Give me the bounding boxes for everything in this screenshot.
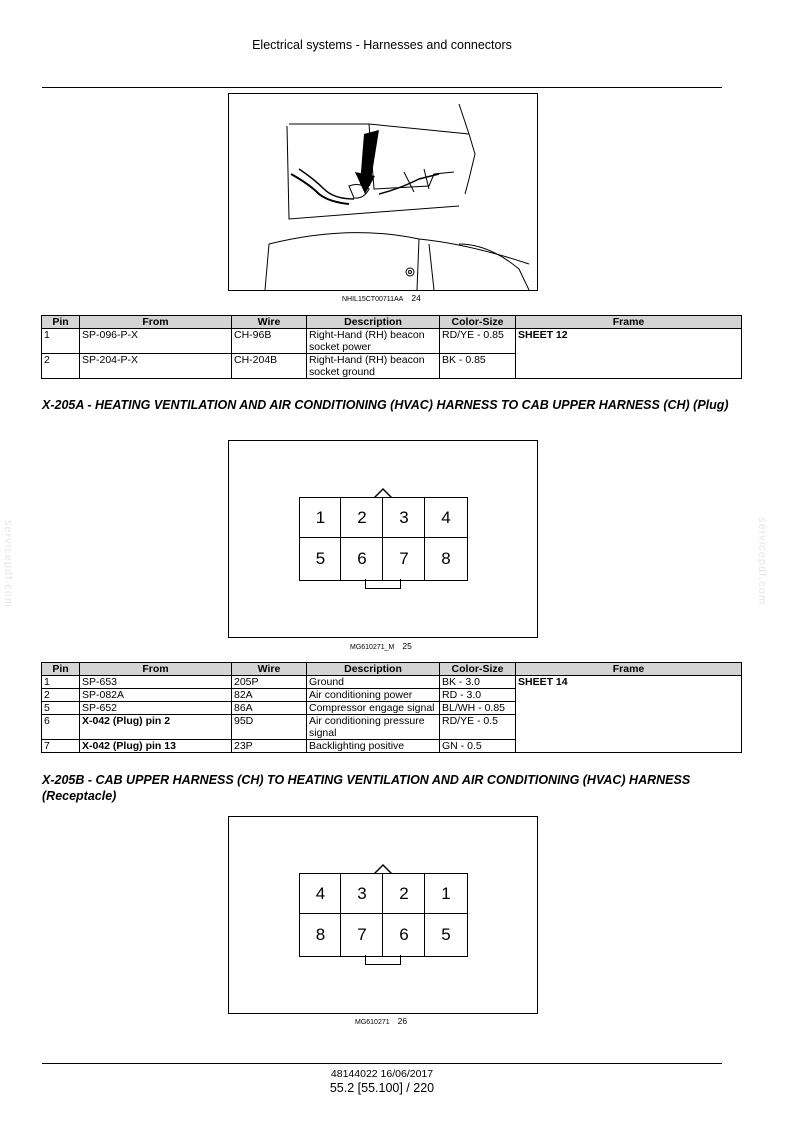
- section-title-x205b: X-205B - CAB UPPER HARNESS (CH) TO HEATING VENTILATION AND AIR CONDITIONING (HVAC) HARNESS (Receptacle): [42, 773, 691, 803]
- cell-description: Air conditioning pressure signal: [307, 715, 440, 740]
- col-pin: Pin: [42, 316, 80, 329]
- figure-26-code: MG610271: [355, 1019, 390, 1026]
- cell-color-size: RD/YE - 0.85: [440, 329, 516, 354]
- header-rule: [42, 87, 722, 88]
- cell-pin: 1: [42, 676, 80, 689]
- connector-a-pin: 3: [382, 497, 426, 539]
- figure-25-connector: [228, 440, 538, 638]
- cell-pin: 2: [42, 354, 80, 379]
- connector-a-pin: 4: [424, 497, 468, 539]
- cell-pin: 5: [42, 702, 80, 715]
- page-header-title: Electrical systems - Harnesses and connectors: [252, 38, 512, 52]
- col-frame: Frame: [516, 316, 742, 329]
- col-frame: Frame: [516, 663, 742, 676]
- col-wire: Wire: [232, 316, 307, 329]
- col-wire: Wire: [232, 663, 307, 676]
- cell-frame: SHEET 14: [516, 676, 742, 753]
- cell-from: SP-096-P-X: [80, 329, 232, 354]
- footer-rule: [42, 1063, 722, 1064]
- connector-a-pin: 6: [340, 537, 384, 581]
- section-title-x205a: X-205A - HEATING VENTILATION AND AIR CONDITIONING (HVAC) HARNESS TO CAB UPPER HARNESS (CH) (Plug): [42, 398, 729, 412]
- table-row: [42, 329, 742, 354]
- cell-pin: 2: [42, 689, 80, 702]
- figure-26-caption: [355, 1016, 407, 1026]
- figure-24-code: NHIL15CT00711AA: [342, 296, 404, 303]
- connector-b-key-inner: [376, 866, 390, 873]
- table-row: [42, 676, 742, 689]
- cell-description: Backlighting positive: [307, 740, 440, 753]
- connector-a-pin: 7: [382, 537, 426, 581]
- cell-wire: CH-204B: [232, 354, 307, 379]
- figure-24-illustration: [228, 93, 538, 291]
- figure-26-number: 26: [397, 1016, 408, 1026]
- connector-b-pin: 6: [382, 913, 426, 957]
- watermark-right: servicepdf.com: [755, 517, 768, 605]
- cell-color-size: RD/YE - 0.5: [440, 715, 516, 740]
- cell-pin: 1: [42, 329, 80, 354]
- cell-wire: CH-96B: [232, 329, 307, 354]
- figure-25-code: MG610271_M: [350, 644, 395, 651]
- connector-b-pin: 4: [299, 873, 342, 915]
- cell-wire: 205P: [232, 676, 307, 689]
- cell-pin: 6: [42, 715, 80, 740]
- pin-table-2: [41, 662, 742, 753]
- connector-b-pin: 7: [340, 913, 384, 957]
- cell-from: X-042 (Plug) pin 13: [80, 740, 232, 753]
- connector-a-pin: 2: [340, 497, 384, 539]
- table-header-row: [42, 316, 742, 329]
- cell-description: Air conditioning power: [307, 689, 440, 702]
- table-header-row: [42, 663, 742, 676]
- connector-b-pin: 5: [424, 913, 468, 957]
- cell-wire: 82A: [232, 689, 307, 702]
- connector-b-pin: 3: [340, 873, 384, 915]
- cell-from: SP-653: [80, 676, 232, 689]
- cell-color-size: BK - 3.0: [440, 676, 516, 689]
- connector-a-pin: 1: [299, 497, 342, 539]
- figure-25-number: 25: [402, 641, 412, 651]
- cell-color-size: GN - 0.5: [440, 740, 516, 753]
- col-description: Description: [307, 316, 440, 329]
- connector-a-pin: 5: [299, 537, 342, 581]
- figure-24-number: 24: [411, 293, 421, 303]
- connector-b-pin: 2: [382, 873, 426, 915]
- col-from: From: [80, 663, 232, 676]
- connector-b-pin: 1: [424, 873, 468, 915]
- cell-description: Compressor engage signal: [307, 702, 440, 715]
- cell-pin: 7: [42, 740, 80, 753]
- connector-a-pin: 8: [424, 537, 468, 581]
- cell-color-size: BL/WH - 0.85: [440, 702, 516, 715]
- cell-wire: 95D: [232, 715, 307, 740]
- col-color-size: Color-Size: [440, 663, 516, 676]
- col-description: Description: [307, 663, 440, 676]
- connector-a-key-inner: [376, 490, 390, 497]
- cell-wire: 86A: [232, 702, 307, 715]
- pin-table-1: [41, 315, 742, 379]
- cell-from: SP-652: [80, 702, 232, 715]
- figure-26-connector: [228, 816, 538, 1014]
- connector-b-pin: 8: [299, 913, 342, 957]
- cell-from: SP-204-P-X: [80, 354, 232, 379]
- beacon-socket-drawing: [229, 94, 537, 290]
- figure-24-caption: [342, 293, 421, 303]
- cell-description: Right-Hand (RH) beacon socket ground: [307, 354, 440, 379]
- watermark-left: servicepdf.com: [1, 520, 14, 608]
- cell-frame: SHEET 12: [516, 329, 742, 379]
- cell-color-size: RD - 3.0: [440, 689, 516, 702]
- connector-a-latch: [365, 579, 401, 589]
- cell-description: Right-Hand (RH) beacon socket power: [307, 329, 440, 354]
- col-color-size: Color-Size: [440, 316, 516, 329]
- cell-from: SP-082A: [80, 689, 232, 702]
- cell-from: X-042 (Plug) pin 2: [80, 715, 232, 740]
- footer-page-number: 55.2 [55.100] / 220: [329, 1081, 435, 1095]
- figure-25-caption: [350, 641, 412, 651]
- cell-description: Ground: [307, 676, 440, 689]
- cell-wire: 23P: [232, 740, 307, 753]
- footer-doc-info: 48144022 16/06/2017: [330, 1068, 434, 1080]
- col-pin: Pin: [42, 663, 80, 676]
- connector-b-latch: [365, 955, 401, 965]
- col-from: From: [80, 316, 232, 329]
- cell-color-size: BK - 0.85: [440, 354, 516, 379]
